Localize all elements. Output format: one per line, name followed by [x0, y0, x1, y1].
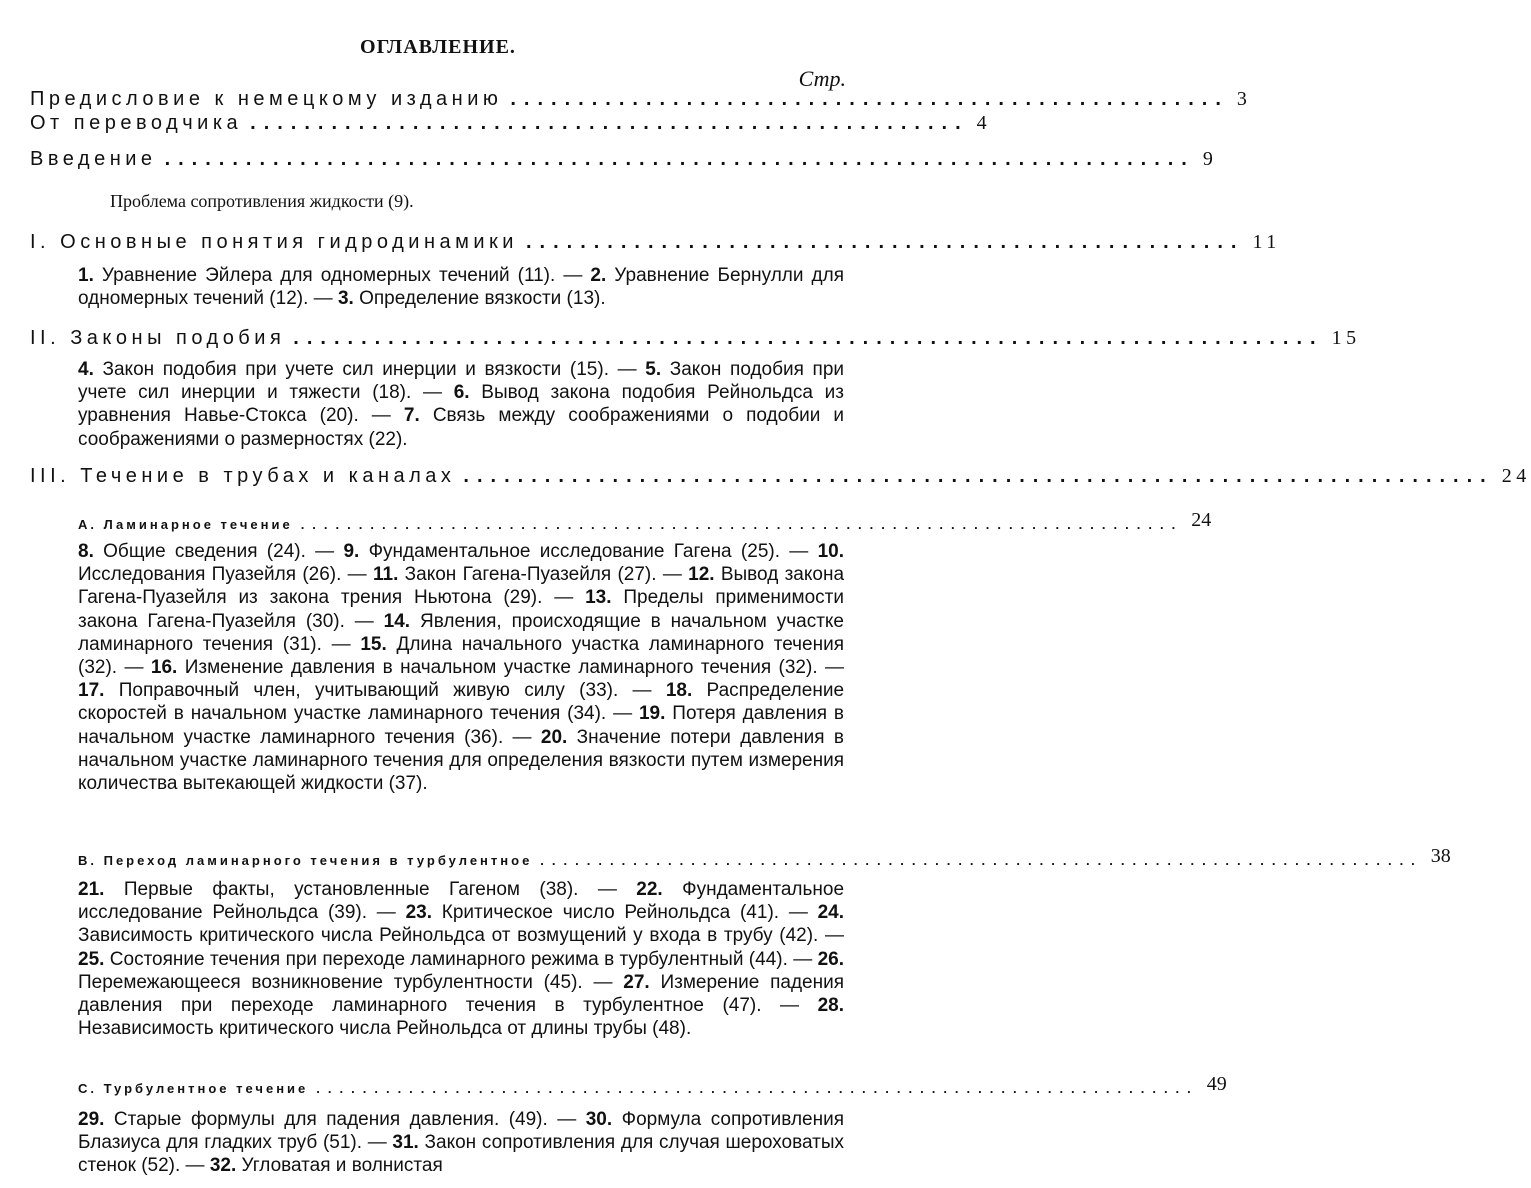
toc-entry-translator[interactable]: [30, 112, 992, 135]
dot-leader: .....................................................: [250, 112, 969, 134]
dot-leader: ............................................................................: [463, 465, 1494, 487]
entry-page: 49: [1206, 1073, 1227, 1095]
entry-page: 9: [1202, 148, 1218, 170]
entry-title: B. Переход ламинарного течения в турбулентное: [78, 853, 533, 868]
entry-page: 3: [1236, 88, 1252, 110]
toc-title: ОГЛАВЛЕНИЕ.: [360, 36, 516, 58]
entry-page: 38: [1430, 845, 1451, 867]
entry-title: C. Турбулентное течение: [78, 1081, 309, 1096]
entry-page: 15: [1331, 327, 1361, 349]
dot-leader: ............................................................................: [316, 1081, 1199, 1096]
dot-leader: .....................................................: [525, 231, 1245, 253]
entry-title: A. Ламинарное течение: [78, 517, 293, 532]
toc-entry-chapter-2[interactable]: [30, 327, 1361, 350]
chapter-2-subtopics: 4. Закон подобия при учете сил инерции и вязкости (15). — 5. Закон подобия при учете сил инерции и тяжести (18). — 6. Вывод закона подобия Рейнольдса из уравнения Навье-Стокса (20). — 7. Связь между соображениями о подобии и соображениями о размерностях (22).: [78, 359, 845, 450]
entry-title: Введение: [30, 148, 157, 170]
toc-entry-section-b[interactable]: [78, 845, 1451, 868]
entry-title: III. Течение в трубах и каналах: [30, 465, 456, 487]
entry-page: 11: [1252, 231, 1281, 253]
dot-leader: ............................................................................: [293, 327, 1324, 349]
entry-title: I. Основные понятия гидродинамики: [30, 231, 518, 253]
entry-page: 24: [1191, 509, 1212, 531]
entry-page: 24: [1501, 465, 1531, 487]
toc-entry-preface[interactable]: [30, 88, 1252, 111]
dot-leader: ............................................................................: [164, 148, 1195, 170]
entry-title: II. Законы подобия: [30, 327, 286, 349]
dot-leader: ............................................................................: [300, 517, 1184, 532]
toc-entry-chapter-3[interactable]: [30, 465, 1531, 488]
page-column-label: Стр.: [798, 66, 846, 91]
dot-leader: .....................................................: [510, 88, 1229, 110]
dot-leader: ............................................................................: [540, 853, 1423, 868]
intro-subtopics: Проблема сопротивления жидкости (9).: [110, 191, 414, 211]
entry-title: От переводчика: [30, 112, 243, 134]
toc-entry-section-a[interactable]: [78, 509, 1212, 532]
chapter-1-subtopics: 1. Уравнение Эйлера для одномерных течений (11). — 2. Уравнение Бернулли для одномерных течений (12). — 3. Определение вязкости (13).: [78, 265, 844, 310]
toc-entry-intro[interactable]: [30, 148, 1218, 171]
entry-page: 4: [976, 112, 992, 134]
toc-entry-section-c[interactable]: [78, 1073, 1227, 1096]
toc-entry-chapter-1[interactable]: [30, 231, 1281, 254]
section-c-subtopics: 29. Старые формулы для падения давления. (49). — 30. Формула сопротивления Блазиуса для гладких труб (51). — 31. Закон сопротивления для случая шероховатых стенок (52). — 32. Угловатая и волнистая: [78, 1109, 845, 1177]
section-a-subtopics: 8. Общие сведения (24). — 9. Фундаментальное исследование Гагена (25). — 10. Исследования Пуазейля (26). — 11. Закон Гагена-Пуазейля (27). — 12. Вывод закона Гагена-Пуазейля из закона трения Ньютона (29). — 13. Пределы применимости закона Гагена-Пуазейля (30). — 14. Явления, происходящие в начальном участке ламинарного течения (31). — 15. Длина начального участка ламинарного течения (32). — 16. Изменение давления в начальном участке ламинарного течения (32). — 17. Поправочный член, учитывающий живую силу (33). — 18. Распределение скоростей в начальном участке ламинарного течения (34). — 19. Потеря давления в начальном участке ламинарного течения (36). — 20. Значение потери давления в начальном участке ламинарного течения для определения вязкости путем измерения количества вытекающей жидкости (37).: [78, 541, 845, 795]
entry-title: Предисловие к немецкому изданию: [30, 88, 503, 110]
section-b-subtopics: 21. Первые факты, установленные Гагеном (38). — 22. Фундаментальное исследование Рейнольдса (39). — 23. Критическое число Рейнольдса (41). — 24. Зависимость критического числа Рейнольдса от возмущений у входа в трубу (42). — 25. Состояние течения при переходе ламинарного режима в турбулентный (44). — 26. Перемежающееся возникновение турбулентности (45). — 27. Измерение падения давления при переходе ламинарного течения в турбулентное (47). — 28. Независимость критического числа Рейнольдса от длины трубы (48).: [78, 879, 845, 1040]
